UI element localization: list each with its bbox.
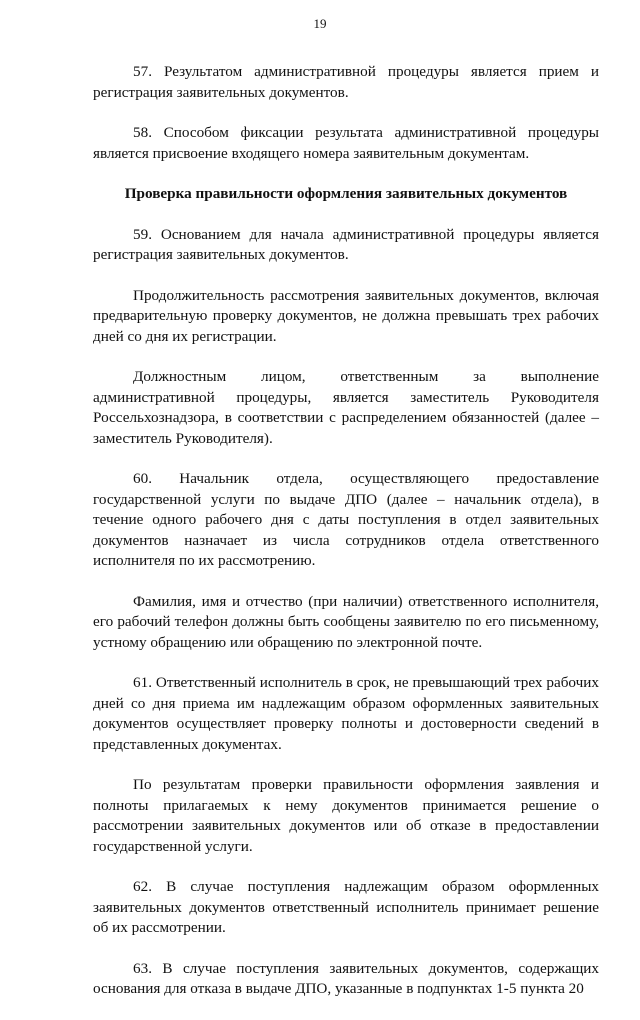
paragraph-58: 58. Способом фиксации результата административной процедуры является присвоение входящего номера заявительным документам. xyxy=(93,124,599,162)
paragraph-60: 60. Начальник отдела, осуществляющего предоставление государственной услуги по выдаче ДПО (далее – начальник отдела), в течение одного рабочего дня с даты поступления в отдел заявительных документов назначает из числа сотрудников отдела ответственного исполнителя по их рассмотрению. xyxy=(93,470,599,569)
paragraph-duration: Продолжительность рассмотрения заявительных документов, включая предварительную проверку документов, не должна превышать трех рабочих дней со дня их регистрации. xyxy=(93,286,599,345)
section-heading: Проверка правильности оформления заявительных документов xyxy=(124,185,568,202)
paragraph-responsible-official: Должностным лицом, ответственным за выполнение административной процедуры, является заместитель Руководителя Россельхознадзора, в соответствии с распределением обязанностей (далее – заместитель Руководителя). xyxy=(93,368,599,447)
paragraph-61: 61. Ответственный исполнитель в срок, не превышающий трех рабочих дней со дня приема им надлежащим образом оформленных заявительных документов осуществляет проверку полноты и достоверности сведений в представленных документах. xyxy=(93,674,599,753)
paragraph-contact-info: Фамилия, имя и отчество (при наличии) ответственного исполнителя, его рабочий телефон должны быть сообщены заявителю по его письменному, устному обращению или обращению по электронной почте. xyxy=(93,592,599,651)
paragraph-62: 62. В случае поступления надлежащим образом оформленных заявительных документов ответственный исполнитель принимает решение об их рассмотрении. xyxy=(93,878,599,936)
page-number: 19 xyxy=(313,16,327,31)
paragraph-decision: По результатам проверки правильности оформления заявления и полноты прилагаемых к нему документов принимается решение о рассмотрении заявительных документов или об отказе в предоставлении государственной услуги. xyxy=(93,776,599,855)
document-body xyxy=(93,62,599,1020)
paragraph-59: 59. Основанием для начала административной процедуры является регистрация заявительных документов. xyxy=(93,225,599,263)
paragraph-63: 63. В случае поступления заявительных документов, содержащих основания для отказа в выдаче ДПО, указанные в подпунктах 1-5 пункта 20 xyxy=(93,959,599,997)
paragraph-57: 57. Результатом административной процедуры является прием и регистрация заявительных документов. xyxy=(93,63,599,101)
